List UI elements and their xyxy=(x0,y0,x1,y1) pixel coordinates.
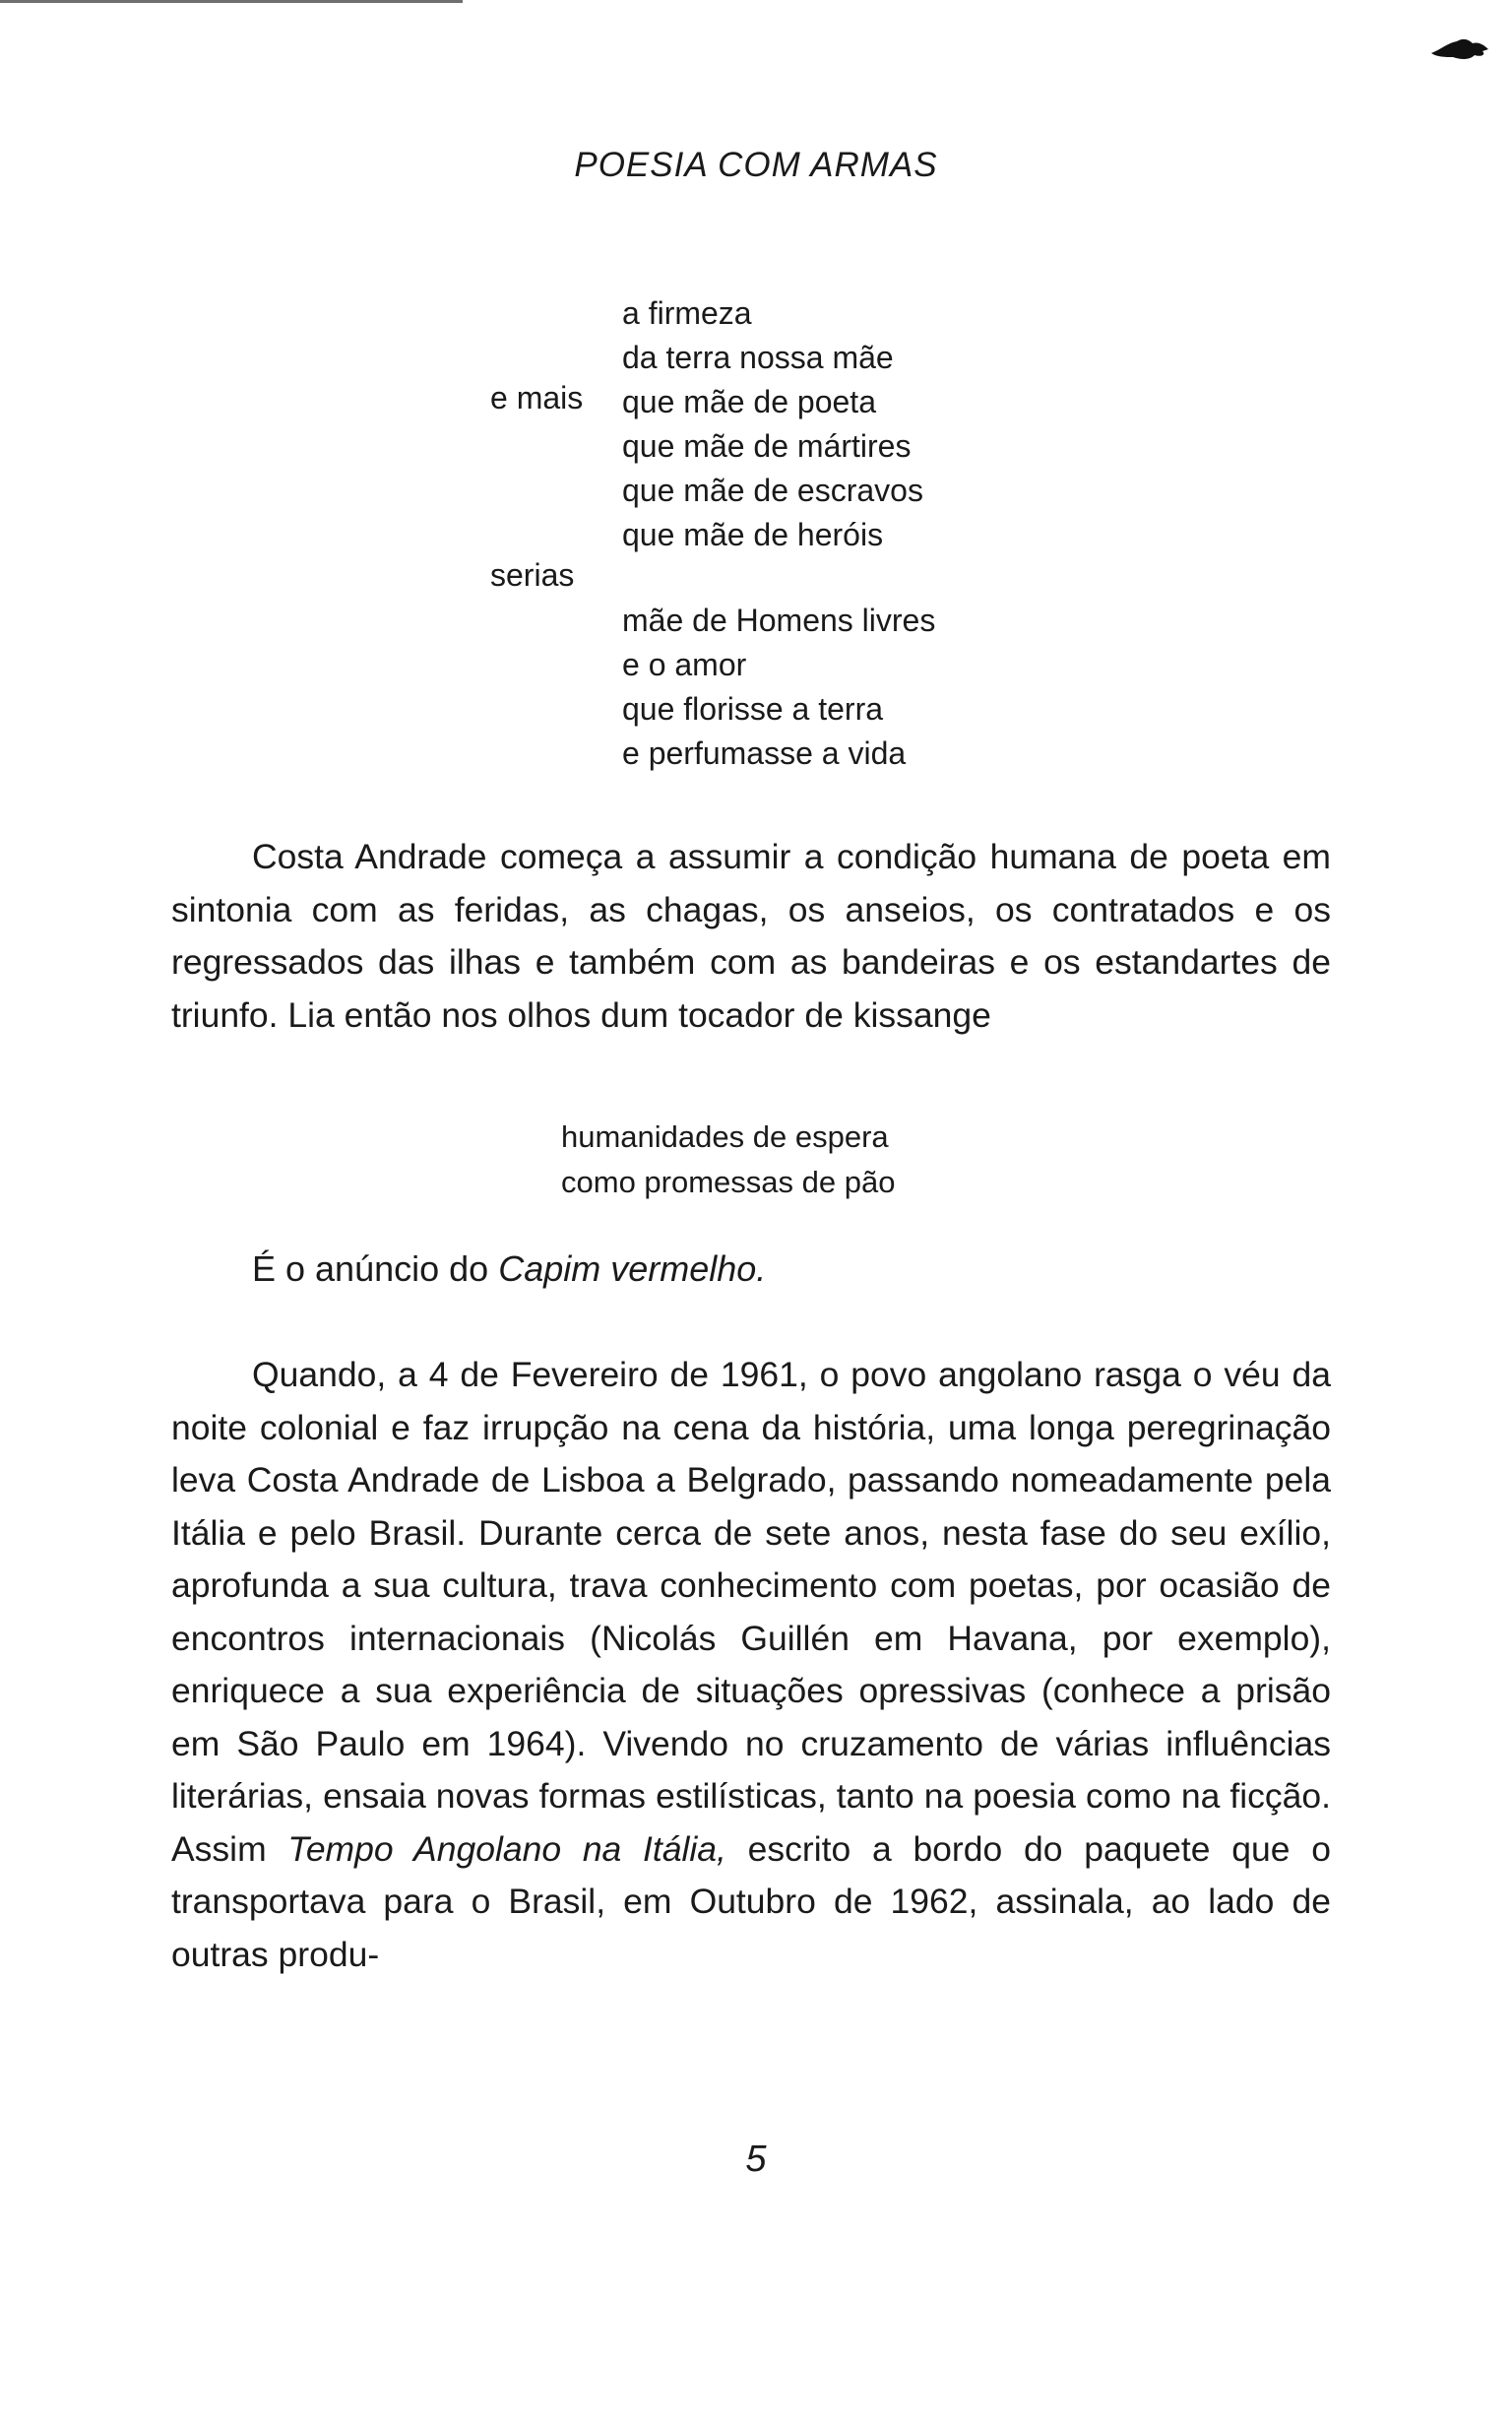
quoted-verse xyxy=(561,1115,895,1205)
poem-line: que mãe de escravos xyxy=(622,473,923,508)
poem-line: da terra nossa mãe xyxy=(622,340,894,375)
announcement-text: É o anúncio do xyxy=(252,1248,499,1289)
quote-line: como promessas de pão xyxy=(561,1165,896,1199)
paragraph-1: Costa Andrade começa a assumir a condição humana de poeta em sintonia com as feridas, as chagas, os anseios, os contratados e os regressados das ilhas e também com as bandeiras e os estandartes de triunfo. Lia então nos olhos dum tocador de kissange xyxy=(171,837,1331,1035)
announcement-line xyxy=(252,1248,766,1290)
poem-line: que mãe de poeta xyxy=(622,384,876,419)
poem-line: que mãe de heróis xyxy=(622,517,884,552)
quote-line: humanidades de espera xyxy=(561,1119,889,1154)
poem-stanza-1 xyxy=(622,291,923,557)
poem-line: que mãe de mártires xyxy=(622,428,912,464)
book-title-tempo-angolano: Tempo Angolano na Itália, xyxy=(287,1828,726,1869)
ink-blot-mark xyxy=(1429,35,1492,65)
scan-edge-line xyxy=(0,0,463,3)
poem-side-word-serias: serias xyxy=(490,557,575,593)
paragraph-2 xyxy=(171,1349,1331,1981)
page-number: 5 xyxy=(745,2139,767,2180)
poem-stanza-2 xyxy=(622,599,935,776)
paragraph-2-text-end: escrito a bordo do paquete que o transportava para o Brasil, em Outubro de 1962, assinala, ao lado de outras produ- xyxy=(171,1828,1331,1974)
poem-line: a firmeza xyxy=(622,295,752,331)
poem-line: que florisse a terra xyxy=(622,691,884,727)
poem-line: e perfumasse a vida xyxy=(622,735,907,771)
paragraph-2-text: Quando, a 4 de Fevereiro de 1961, o povo angolano rasga o véu da noite colonial e faz irrupção na cena da história, uma longa peregrinação leva Costa Andrade de Lisboa a Belgrado, passando nomeadamente pela Itália e pelo Brasil. Durante cerca de sete anos, nesta fase do seu exílio, aprofunda a sua cultura, trava conhecimento com poetas, por ocasião de encontros internacionais (Nicolás Guillén em Havana, por exemplo), enriquece a sua experiência de situações opressivas (conhece a prisão em São Paulo em 1964). Vivendo no cruzamento de várias influências literárias, ensaia novas formas estilísticas, tanto na poesia como na ficção. Assim xyxy=(171,1355,1331,1869)
poem-line: mãe de Homens livres xyxy=(622,603,936,638)
poem-line: e o amor xyxy=(622,647,747,682)
poem-side-word-e-mais: e mais xyxy=(490,380,584,415)
running-head: POESIA COM ARMAS xyxy=(574,146,938,184)
book-title-capim-vermelho: Capim vermelho. xyxy=(498,1248,767,1289)
